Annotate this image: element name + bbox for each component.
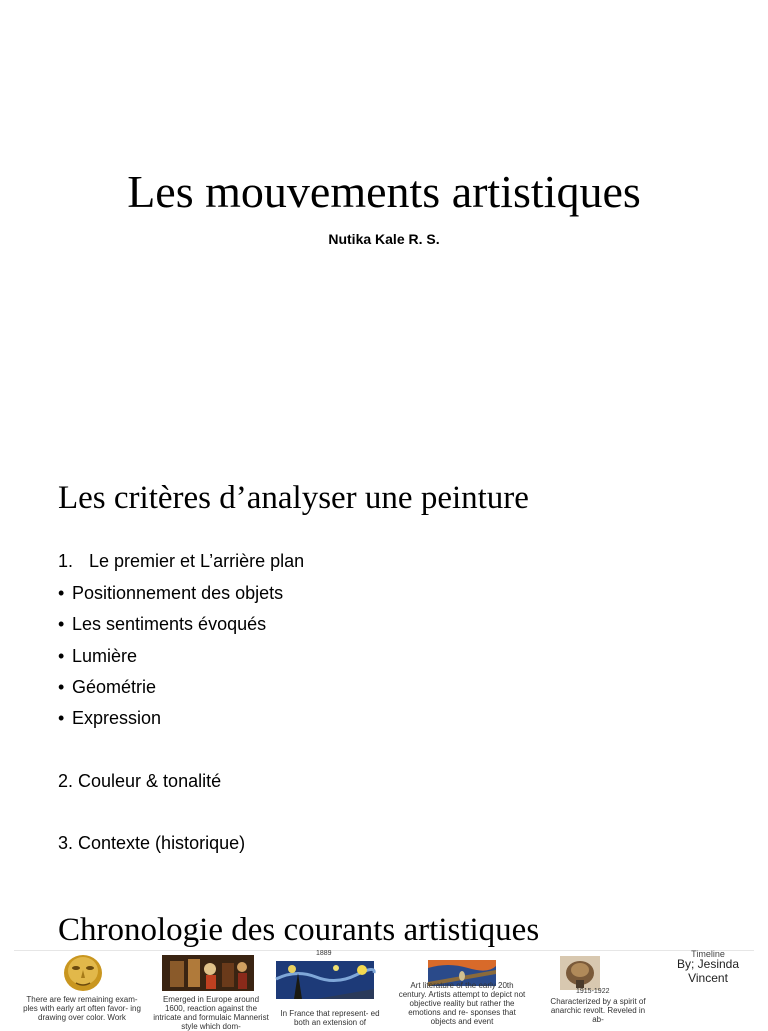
criteria-item-6 [58, 706, 161, 730]
criteria-item-5 [58, 675, 156, 699]
timeline-image [14, 949, 754, 1031]
starry-night-icon [276, 960, 374, 1000]
list-number: 1. [58, 551, 74, 571]
criteria-item-text: Positionnement des objets [72, 583, 284, 603]
author-name: Nutika Kale R. S. [328, 231, 440, 247]
timeline-year: 1889 [316, 950, 332, 957]
bullet-icon: • [58, 677, 65, 697]
criteria-heading: Les critères d’analyser une peinture [58, 480, 529, 516]
timeline-caption: In France that represent- ed both an extension of [280, 1009, 380, 1027]
baroque-painting-icon [162, 953, 254, 993]
criteria-item-color [58, 769, 221, 793]
chronology-heading: Chronologie des courants artistiques [58, 912, 540, 948]
timeline-caption: Characterized by a spirit of anarchic revolt. Reveled in ab- [550, 997, 646, 1024]
criteria-item-text: 2. Couleur & tonalité [58, 771, 222, 791]
timeline-column-1889 [272, 951, 388, 1025]
timeline-author-line1: By; Jesinda [676, 957, 740, 971]
timeline-column-dada [546, 951, 650, 1025]
timeline-author-line2: Vincent [688, 971, 728, 985]
criteria-item-text: Lumière [72, 646, 138, 666]
bullet-icon: • [58, 646, 65, 666]
criteria-item-text: Géométrie [72, 677, 157, 697]
criteria-item-text: Expression [72, 708, 162, 728]
timeline-column-ancient [22, 951, 142, 1025]
criteria-item-text: 3. Contexte (historique) [58, 833, 246, 853]
criteria-item-4 [58, 644, 137, 668]
criteria-item-3 [58, 612, 266, 636]
criteria-item-2 [58, 581, 283, 605]
dada-object-icon [560, 953, 600, 993]
bullet-icon: • [58, 583, 65, 603]
criteria-item-context [58, 831, 245, 855]
timeline-caption: Art literature of the early 20th century. Artists attempt to depict not objective reality but rather the emotions and re- sponses that objects and event [398, 981, 526, 1026]
gold-mask-icon [60, 953, 106, 993]
bullet-icon: • [58, 614, 65, 634]
timeline-caption: There are few remaining exam- ples with early art often favor- ing drawing over color. Work [23, 995, 141, 1022]
timeline-column-baroque [152, 951, 270, 1031]
timeline-caption: Emerged in Europe around 1600, reaction against the intricate and formulaic Mannerist style which dom- [153, 995, 269, 1031]
slide-title: Les mouvements artistiques [127, 166, 641, 217]
criteria-item-1 [58, 549, 304, 573]
timeline-year: 1915-1922 [576, 988, 610, 995]
criteria-item-text: Les sentiments évoqués [72, 614, 267, 634]
timeline-column-expressionism [398, 951, 526, 1025]
timeline-author [662, 951, 754, 985]
bullet-icon: • [58, 708, 65, 728]
criteria-item-text: Le premier et L’arrière plan [89, 551, 305, 571]
timeline-label-partial: Timeline [691, 949, 725, 959]
